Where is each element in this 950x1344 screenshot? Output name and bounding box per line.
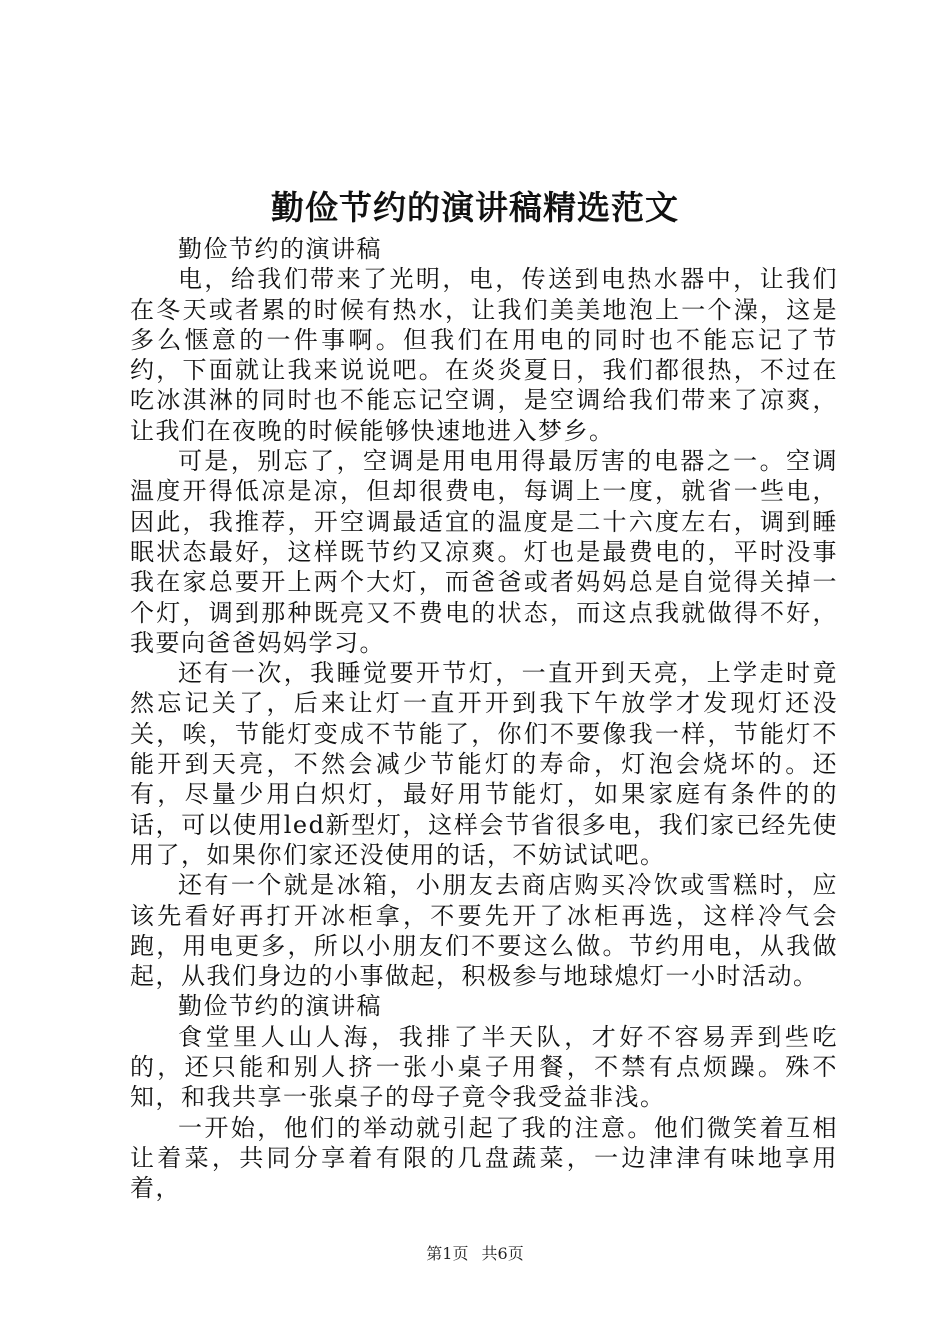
paragraph: 电，给我们带来了光明，电，传送到电热水器中，让我们在冬天或者累的时候有热水，让我们美美地泡上一个澡，这是多么惬意的一件事啊。但我们在用电的同时也不能忘记了节约，下面就让我来说说吧。在炎炎夏日，我们都很热，不过在吃冰淇淋的同时也不能忘记空调，是空调给我们带来了凉爽，让我们在夜晚的时候能够快速地进入梦乡。 xyxy=(130,265,838,445)
page-footer xyxy=(0,1244,950,1264)
paragraph: 一开始，他们的举动就引起了我的注意。他们微笑着互相让着菜，共同分享着有限的几盘蔬菜，一边津津有味地享用着， xyxy=(130,1113,838,1203)
paragraph: 可是，别忘了，空调是用电用得最厉害的电器之一。空调温度开得低凉是凉，但却很费电，每调上一度，就省一些电，因此，我推荐，开空调最适宜的温度是二十六度左右，调到睡眠状态最好，这样既节约又凉爽。灯也是最费电的，平时没事我在家总要开上两个大灯，而爸爸或者妈妈总是自觉得关掉一个灯，调到那种既亮又不费电的状态，而这点我就做得不好，我要向爸爸妈妈学习。 xyxy=(130,447,838,657)
document-title: 勤俭节约的演讲稿精选范文 xyxy=(271,188,679,227)
paragraph: 勤俭节约的演讲稿 xyxy=(178,235,382,263)
page-number: 第1页 xyxy=(426,1244,469,1263)
page-total: 共6页 xyxy=(481,1244,524,1263)
paragraph: 食堂里人山人海，我排了半天队，才好不容易弄到些吃的，还只能和别人挤一张小桌子用餐，不禁有点烦躁。殊不知，和我共享一张桌子的母子竟令我受益非浅。 xyxy=(130,1022,838,1112)
paragraph: 还有一次，我睡觉要开节灯，一直开到天亮，上学走时竟然忘记关了，后来让灯一直开开到我下午放学才发现灯还没关，唉，节能灯变成不节能了，你们不要像我一样，节能灯不能开到天亮，不然会减少节能灯的寿命，灯泡会烧坏的。还有，尽量少用白炽灯，最好用节能灯，如果家庭有条件的的话，可以使用led新型灯，这样会节省很多电，我们家已经先使用了，如果你们家还没使用的话，不妨试试吧。 xyxy=(130,659,838,869)
paragraph: 勤俭节约的演讲稿 xyxy=(178,992,382,1021)
paragraph: 还有一个就是冰箱，小朋友去商店购买冷饮或雪糕时，应该先看好再打开冰柜拿，不要先开了冰柜再选，这样冷气会跑，用电更多，所以小朋友们不要这么做。节约用电，从我做起，从我们身边的小事做起，积极参与地球熄灯一小时活动。 xyxy=(130,871,838,991)
document-body xyxy=(130,234,838,1204)
